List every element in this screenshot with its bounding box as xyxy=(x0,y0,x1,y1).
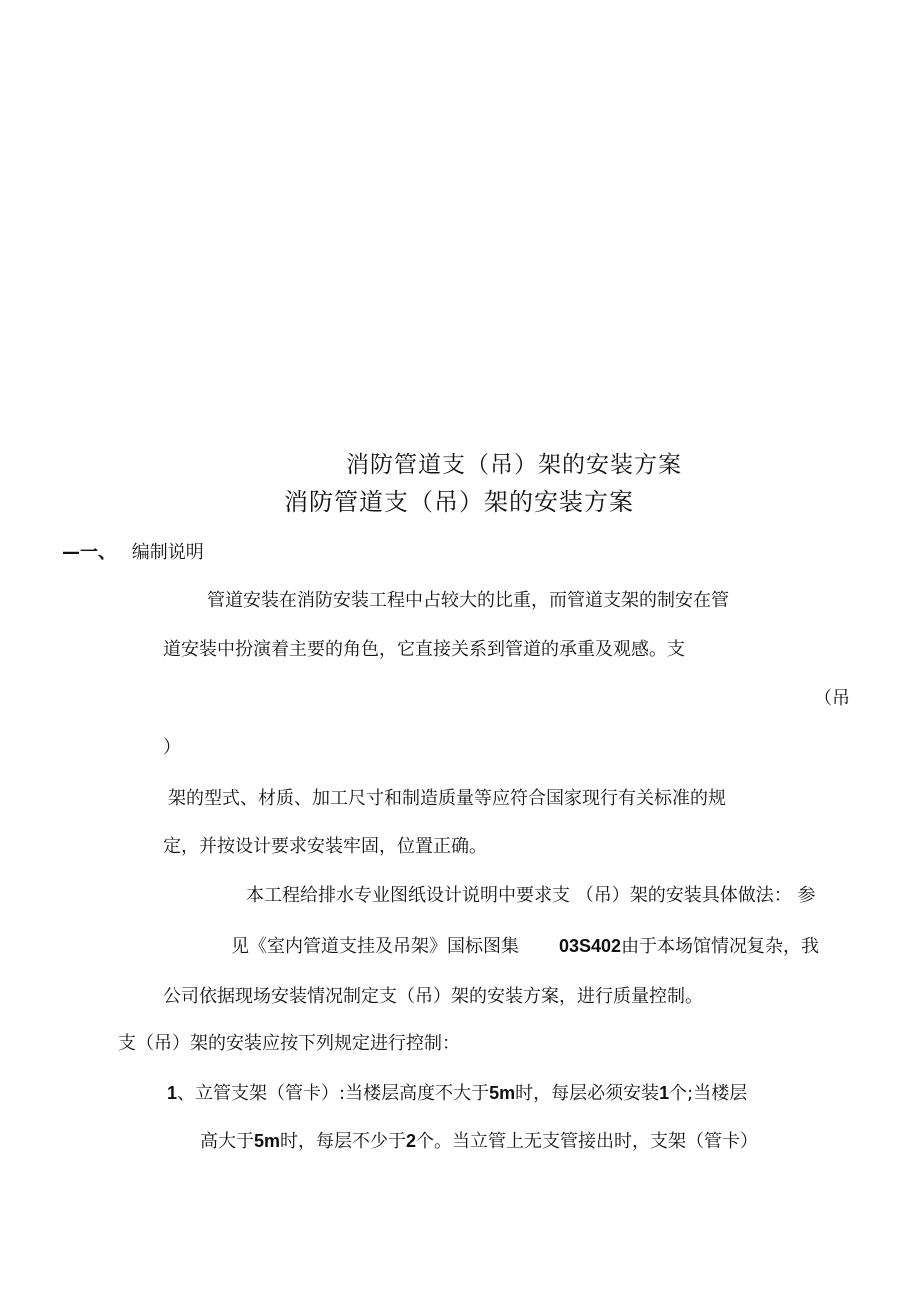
paragraph-2-line-2-tail: 由于本场馆情况复杂，我 xyxy=(621,936,820,957)
paragraph-2-line-1: 本工程给排水专业图纸设计说明中要求支 （吊）架的安装具体做法： 参 xyxy=(246,885,816,906)
rule-intro: 支（吊）架的安装应按下列规定进行控制： xyxy=(118,1033,460,1054)
paragraph-1-line-4: ） xyxy=(163,737,181,758)
section-heading xyxy=(62,540,204,565)
item-1-line-2-count-value: 2 xyxy=(406,1131,417,1151)
paragraph-1-line-3: （吊 xyxy=(814,688,850,709)
item-1-text-c: 个;当楼层 xyxy=(669,1083,748,1104)
section-leading-dash: — xyxy=(62,542,80,563)
item-1-line-2-text-c: 个。当立管上无支管接出时，支架（管卡） xyxy=(416,1131,759,1152)
item-1-line-2-text-a: 高大于 xyxy=(200,1131,254,1152)
item-1-line-2-text-b: 时，每层不少于 xyxy=(280,1131,407,1152)
item-1-line-2-height-value: 5m xyxy=(254,1131,281,1151)
item-1-text-b: 时，每层必须安装 xyxy=(515,1083,660,1104)
paragraph-2-line-2 xyxy=(231,934,819,959)
document-title-secondary: 消防管道支（吊）架的安装方案 xyxy=(284,488,634,516)
document-title-primary: 消防管道支（吊）架的安装方案 xyxy=(346,452,682,478)
standard-code: 03S402 xyxy=(559,936,622,956)
section-number: 一、 xyxy=(80,542,116,562)
paragraph-1-line-2: 道安装中扮演着主要的角色，它直接关系到管道的承重及观感。支 xyxy=(163,639,685,660)
item-1-height-value: 5m xyxy=(489,1083,516,1103)
paragraph-2-line-3: 公司依据现场安装情况制定支（吊）架的安装方案，进行质量控制。 xyxy=(163,986,703,1007)
item-1-line-2 xyxy=(200,1129,758,1154)
paragraph-1-line-1: 管道安装在消防安装工程中占较大的比重，而管道支架的制安在管 xyxy=(207,590,729,611)
paragraph-1-line-5: 架的型式、材质、加工尺寸和制造质量等应符合国家现行有关标准的规 xyxy=(168,788,726,809)
item-1-text-a: 、立管支架（管卡）:当楼层高度不大于 xyxy=(177,1083,490,1104)
item-1-line-1 xyxy=(167,1081,747,1106)
item-1-count-value: 1 xyxy=(659,1083,670,1103)
item-number: 1 xyxy=(167,1083,178,1103)
paragraph-1-line-6: 定，并按设计要求安装牢固，位置正确。 xyxy=(163,836,487,857)
paragraph-2-line-2-text: 见《室内管道支挂及吊架》国标图集 xyxy=(231,936,519,957)
section-title: 编制说明 xyxy=(131,542,204,563)
